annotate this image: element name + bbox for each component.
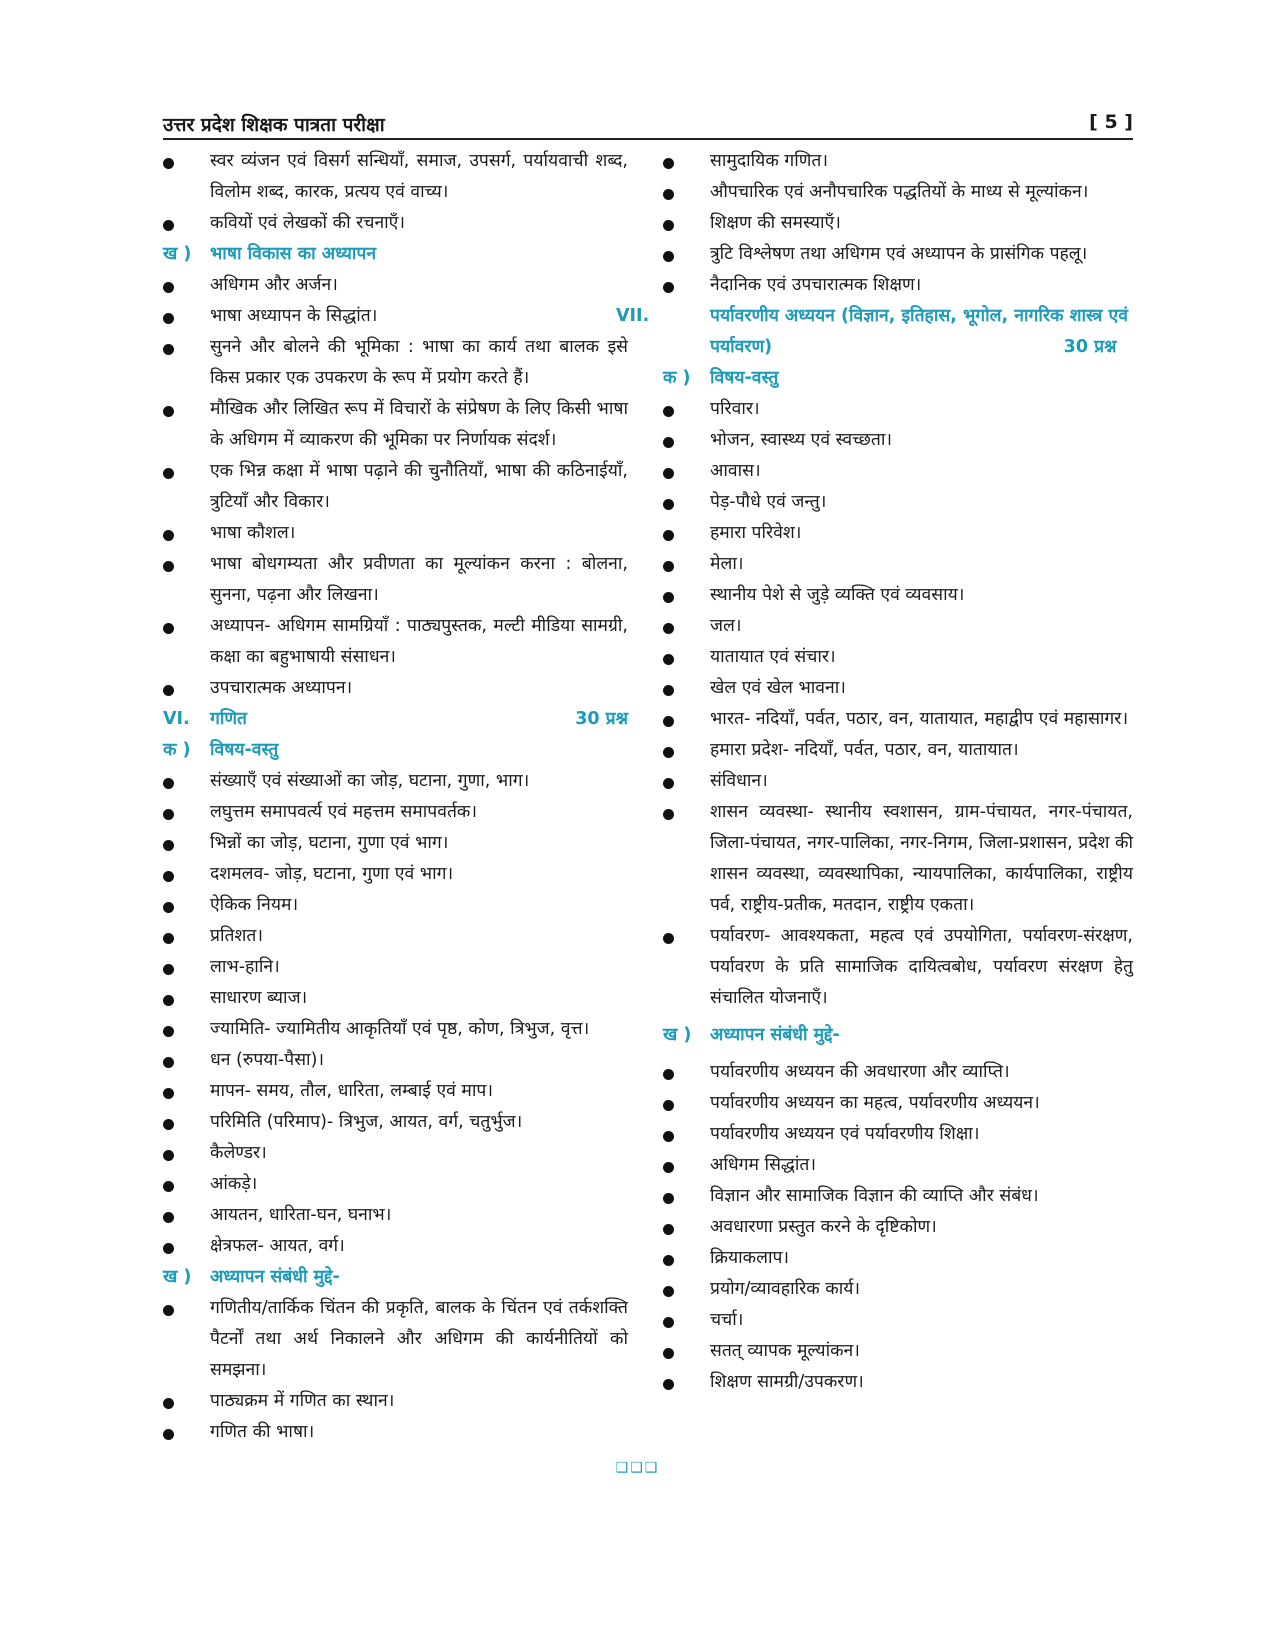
list-item: अध्यापन- अधिगम सामग्रियाँ : पाठ्यपुस्तक, मल्टी मीडिया सामग्री, कक्षा का बहुभाषायी संसाधन। [163, 611, 628, 673]
list-item: गणित की भाषा। [163, 1417, 628, 1448]
section-marker: VI. [163, 709, 190, 729]
list-item: दशमलव- जोड़, घटाना, गुणा एवं भाग। [163, 859, 628, 890]
section-marker: क ) [163, 740, 191, 760]
list-item: प्रयोग/व्यावहारिक कार्य। [663, 1274, 1133, 1305]
section-title: अध्यापन संबंधी मुद्दे- [210, 1267, 340, 1287]
question-count: 30 प्रश्न [575, 709, 628, 729]
list-item: आवास। [663, 456, 1133, 487]
list-item: एक भिन्न कक्षा में भाषा पढ़ाने की चुनौतियाँ, भाषा की कठिनाईयाँ, त्रुटियाँ और विकार। [163, 456, 628, 518]
list-item: यातायात एवं संचार। [663, 642, 1133, 673]
list-item: पर्यावरण- आवश्यकता, महत्व एवं उपयोगिता, पर्यावरण-संरक्षण, पर्यावरण के प्रति सामाजिक दायित्वबोध, पर्यावरण संरक्षण हेतु संचालित योजनाएँ। [663, 921, 1133, 1014]
section-title: पर्यावरणीय अध्ययन (विज्ञान, इतिहास, भूगोल, नागरिक शास्त्र एवं पर्यावरण) [710, 306, 1128, 357]
list-item: शिक्षण सामग्री/उपकरण। [663, 1367, 1133, 1398]
list-item: परिमिति (परिमाप)- त्रिभुज, आयत, वर्ग, चतुर्भुज। [163, 1107, 628, 1138]
list-item: कैलेण्डर। [163, 1138, 628, 1169]
list-item: नैदानिक एवं उपचारात्मक शिक्षण। [663, 270, 1133, 301]
section-heading-environmental-studies [616, 301, 1133, 363]
list-item: शिक्षण की समस्याएँ। [663, 208, 1133, 239]
list-item: अधिगम और अर्जन। [163, 270, 628, 301]
section-heading-env-content [663, 363, 1133, 394]
list-item: हमारा परिवेश। [663, 518, 1133, 549]
list-item: साधारण ब्याज। [163, 983, 628, 1014]
list-item: पर्यावरणीय अध्ययन का महत्व, पर्यावरणीय अध्ययन। [663, 1088, 1133, 1119]
section-title: भाषा विकास का अध्यापन [210, 244, 377, 264]
section-title: अध्यापन संबंधी मुद्दे- [710, 1025, 840, 1045]
section-heading-mathematics [163, 704, 628, 735]
section-marker: VII. [616, 306, 650, 326]
list-item: गणितीय/तार्किक चिंतन की प्रकृति, बालक के चिंतन एवं तर्कशक्ति पैटर्नों तथा अर्थ निकालने और अधिगम की कार्यनीतियों को समझना। [163, 1293, 628, 1386]
section-marker: ख ) [663, 1025, 692, 1045]
list-item: लघुत्तम समापवर्त्य एवं महत्तम समापवर्तक। [163, 797, 628, 828]
list-item: धन (रुपया-पैसा)। [163, 1045, 628, 1076]
section-heading-math-content [163, 735, 628, 766]
section-heading-env-pedagogy [663, 1020, 1133, 1051]
list-item: मेला। [663, 549, 1133, 580]
list-item: सामुदायिक गणित। [663, 146, 1133, 177]
section-heading-language-pedagogy [163, 239, 628, 270]
list-item: लाभ-हानि। [163, 952, 628, 983]
section-title: विषय-वस्तु [710, 368, 779, 388]
list-item: मौखिक और लिखित रूप में विचारों के संप्रेषण के लिए किसी भाषा के अधिगम में व्याकरण की भूमिका पर निर्णायक संदर्श। [163, 394, 628, 456]
right-column [616, 146, 1133, 1398]
section-title: गणित [210, 709, 248, 729]
list-item: स्थानीय पेशे से जुड़े व्यक्ति एवं व्यवसाय। [663, 580, 1133, 611]
list-item: आंकड़े। [163, 1169, 628, 1200]
list-item: जल। [663, 611, 1133, 642]
list-item: ज्यामिति- ज्यामितीय आकृतियाँ एवं पृष्ठ, कोण, त्रिभुज, वृत्त। [163, 1014, 628, 1045]
list-item: क्रियाकलाप। [663, 1243, 1133, 1274]
list-item: त्रुटि विश्लेषण तथा अधिगम एवं अध्यापन के प्रासंगिक पहलू। [663, 239, 1133, 270]
list-item: पर्यावरणीय अध्ययन एवं पर्यावरणीय शिक्षा। [663, 1119, 1133, 1150]
list-item: उपचारात्मक अध्यापन। [163, 673, 628, 704]
section-heading-math-pedagogy [163, 1262, 628, 1293]
question-count: 30 प्रश्न [1063, 337, 1117, 357]
page-title: उत्तर प्रदेश शिक्षक पात्रता परीक्षा [163, 114, 385, 136]
list-item: पाठ्यक्रम में गणित का स्थान। [163, 1386, 628, 1417]
list-item: पेड़-पौधे एवं जन्तु। [663, 487, 1133, 518]
list-item: भारत- नदियाँ, पर्वत, पठार, वन, यातायात, महाद्वीप एवं महासागर। [663, 704, 1133, 735]
header-rule [163, 138, 1133, 140]
section-title: विषय-वस्तु [210, 740, 279, 760]
section-marker: ख ) [163, 244, 192, 264]
section-marker: क ) [663, 368, 691, 388]
list-item: परिवार। [663, 394, 1133, 425]
list-item: भाषा कौशल। [163, 518, 628, 549]
list-item: विज्ञान और सामाजिक विज्ञान की व्याप्ति और संबंध। [663, 1181, 1133, 1212]
list-item: भाषा बोधगम्यता और प्रवीणता का मूल्यांकन करना : बोलना, सुनना, पढ़ना और लिखना। [163, 549, 628, 611]
list-item: मापन- समय, तौल, धारिता, लम्बाई एवं माप। [163, 1076, 628, 1107]
page-number: [ 5 ] [1089, 111, 1133, 133]
list-item: संविधान। [663, 766, 1133, 797]
list-item: क्षेत्रफल- आयत, वर्ग। [163, 1231, 628, 1262]
list-item: कवियों एवं लेखकों की रचनाएँ। [163, 208, 628, 239]
list-item: संख्याएँ एवं संख्याओं का जोड़, घटाना, गुणा, भाग। [163, 766, 628, 797]
list-item: औपचारिक एवं अनौपचारिक पद्धतियों के माध्य से मूल्यांकन। [663, 177, 1133, 208]
list-item: सतत् व्यापक मूल्यांकन। [663, 1336, 1133, 1367]
left-column [163, 146, 628, 1448]
list-item: हमारा प्रदेश- नदियाँ, पर्वत, पठार, वन, यातायात। [663, 735, 1133, 766]
list-item: अवधारणा प्रस्तुत करने के दृष्टिकोण। [663, 1212, 1133, 1243]
page-header [163, 111, 1133, 141]
list-item: अधिगम सिद्धांत। [663, 1150, 1133, 1181]
list-item: पर्यावरणीय अध्ययन की अवधारणा और व्याप्ति। [663, 1057, 1133, 1088]
list-item: ऐकिक नियम। [163, 890, 628, 921]
list-item: आयतन, धारिता-घन, घनाभ। [163, 1200, 628, 1231]
list-item: स्वर व्यंजन एवं विसर्ग सन्धियाँ, समाज, उपसर्ग, पर्यायवाची शब्द, विलोम शब्द, कारक, प्रत्यय एवं वाच्य। [163, 146, 628, 208]
list-item: भोजन, स्वास्थ्य एवं स्वच्छता। [663, 425, 1133, 456]
list-item: भिन्नों का जोड़, घटाना, गुणा एवं भाग। [163, 828, 628, 859]
list-item: प्रतिशत। [163, 921, 628, 952]
end-of-section-marker: ❑❑❑ [615, 1460, 660, 1476]
list-item: चर्चा। [663, 1305, 1133, 1336]
section-marker: ख ) [163, 1267, 192, 1287]
list-item: भाषा अध्यापन के सिद्धांत। [163, 301, 628, 332]
list-item: शासन व्यवस्था- स्थानीय स्वशासन, ग्राम-पंचायत, नगर-पंचायत, जिला-पंचायत, नगर-पालिका, नगर-निगम, जिला-प्रशासन, प्रदेश की शासन व्यवस्था, व्यवस्थापिका, न्यायपालिका, कार्यपालिका, राष्ट्रीय पर्व, राष्ट्रीय-प्रतीक, मतदान, राष्ट्रीय एकता। [663, 797, 1133, 921]
list-item: सुनने और बोलने की भूमिका : भाषा का कार्य तथा बालक इसे किस प्रकार एक उपकरण के रूप में प्रयोग करते हैं। [163, 332, 628, 394]
list-item: खेल एवं खेल भावना। [663, 673, 1133, 704]
